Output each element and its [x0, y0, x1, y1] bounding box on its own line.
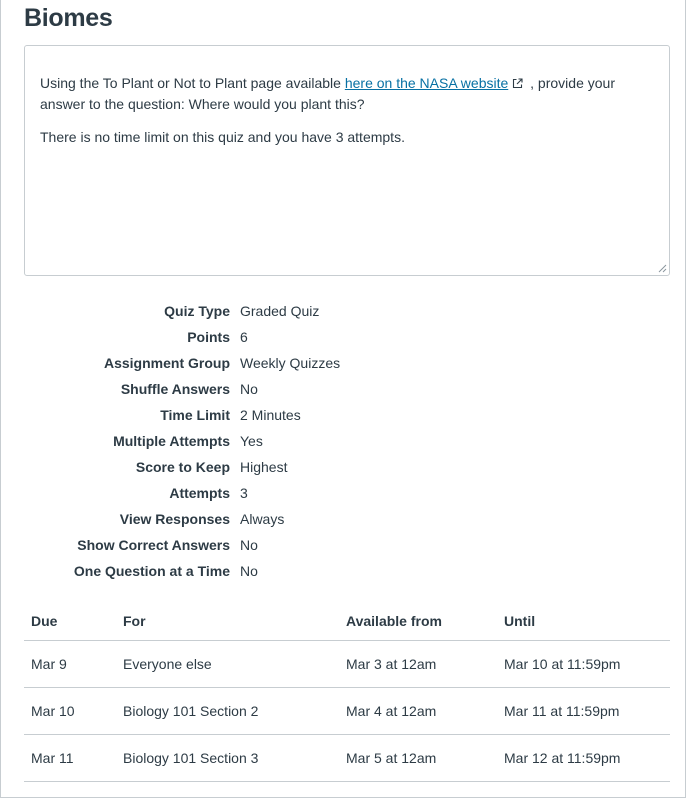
cell-until: Mar 11 at 11:59pm [497, 688, 670, 735]
cell-until: Mar 10 at 11:59pm [497, 641, 670, 688]
cell-available-from: Mar 5 at 12am [339, 735, 497, 782]
detail-label: Multiple Attempts [113, 433, 230, 449]
detail-value: Yes [240, 433, 263, 449]
detail-row-multiple-attempts [24, 428, 670, 454]
cell-available-from: Mar 4 at 12am [339, 688, 497, 735]
detail-value: Highest [240, 459, 288, 475]
column-header-available-from: Available from [339, 602, 497, 641]
cell-for: Biology 101 Section 2 [116, 688, 339, 735]
column-header-due: Due [24, 602, 116, 641]
description-text-before-link: Using the To Plant or Not to Plant page available [40, 75, 345, 91]
detail-row-score-to-keep [24, 454, 670, 480]
column-header-until: Until [497, 602, 670, 641]
quiz-description [24, 45, 670, 276]
table-header-row [24, 602, 670, 641]
detail-label: Score to Keep [135, 459, 230, 475]
cell-available-from: Mar 3 at 12am [339, 641, 497, 688]
detail-row-one-question-at-a-time [24, 558, 670, 584]
detail-value: 3 [240, 485, 248, 501]
description-paragraph-1 [40, 73, 654, 115]
column-header-for: For [116, 602, 339, 641]
detail-value: Weekly Quizzes [240, 355, 341, 371]
quiz-details [24, 298, 670, 584]
detail-value: No [240, 381, 258, 397]
detail-row-assignment-group [24, 350, 670, 376]
cell-for: Everyone else [116, 641, 339, 688]
detail-value: No [240, 537, 258, 553]
detail-row-points [24, 324, 670, 350]
detail-value: Always [240, 511, 285, 527]
page-title: Biomes [24, 4, 113, 32]
detail-label: Show Correct Answers [77, 537, 230, 553]
detail-value: 2 Minutes [240, 407, 301, 423]
detail-value: Graded Quiz [240, 303, 320, 319]
detail-row-shuffle-answers [24, 376, 670, 402]
detail-row-time-limit [24, 402, 670, 428]
detail-label: Points [187, 329, 230, 345]
detail-label: Assignment Group [103, 355, 230, 371]
detail-label: Quiz Type [164, 303, 230, 319]
detail-row-view-responses [24, 506, 670, 532]
table-row [24, 688, 670, 735]
table-row [24, 735, 670, 782]
external-link-icon [512, 78, 523, 89]
cell-due: Mar 10 [24, 688, 116, 735]
detail-row-show-correct-answers [24, 532, 670, 558]
detail-label: View Responses [119, 511, 230, 527]
description-paragraph-2: There is no time limit on this quiz and you have 3 attempts. [40, 129, 405, 145]
nasa-website-link[interactable]: here on the NASA website [344, 75, 509, 91]
cell-due: Mar 11 [24, 735, 116, 782]
table-row [24, 641, 670, 688]
cell-until: Mar 12 at 11:59pm [497, 735, 670, 782]
detail-value: No [240, 563, 258, 579]
detail-label: One Question at a Time [73, 563, 230, 579]
resize-handle-icon[interactable] [658, 264, 667, 273]
detail-row-attempts [24, 480, 670, 506]
cell-due: Mar 9 [24, 641, 116, 688]
detail-label: Attempts [169, 485, 230, 501]
detail-label: Time Limit [160, 407, 230, 423]
description-text-after-link: , provide your answer to the question: Where would you plant this? [40, 75, 615, 112]
cell-for: Biology 101 Section 3 [116, 735, 339, 782]
due-dates-table [24, 602, 670, 782]
detail-row-quiz-type [24, 298, 670, 324]
detail-label: Shuffle Answers [120, 381, 230, 397]
detail-value: 6 [240, 329, 248, 345]
